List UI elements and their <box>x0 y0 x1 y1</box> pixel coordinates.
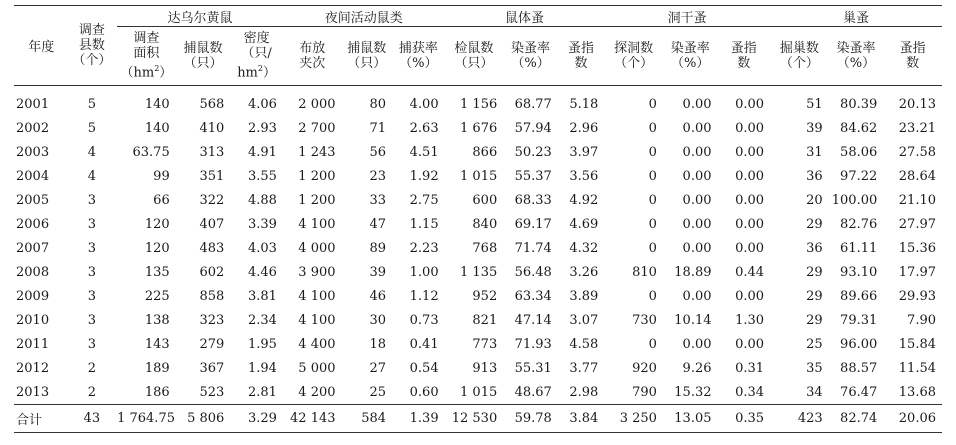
table-cell: 0.00 <box>735 168 765 184</box>
table-cell: 97.22 <box>840 168 878 184</box>
table-cell: 0.00 <box>735 96 765 112</box>
table-cell: 367 <box>199 360 225 376</box>
header-examined: 检鼠数 （只） <box>445 27 504 86</box>
table-cell: 0.00 <box>735 288 765 304</box>
table-cell: 858 <box>199 288 225 304</box>
table-cell: 3.81 <box>247 288 277 304</box>
total-cell: 5 806 <box>176 405 231 433</box>
table-cell: 5 000 <box>298 360 336 376</box>
table-cell: 27.58 <box>898 144 936 160</box>
table-cell: 3 <box>87 192 96 208</box>
table-cell: 33 <box>369 192 387 208</box>
table-cell: 58.06 <box>840 144 878 160</box>
table-cell: 5 <box>87 120 96 136</box>
table-cell: 89 <box>369 240 387 256</box>
table-cell: 27.97 <box>898 216 936 232</box>
table-cell: 3.77 <box>569 360 599 376</box>
header-capture-rate: 捕获率 （%） <box>392 27 445 86</box>
table-cell: 79.31 <box>840 312 878 328</box>
table-cell: 4.00 <box>409 96 439 112</box>
table-cell: 0.41 <box>409 336 439 352</box>
group-header-body-fleas: 鼠体蚤 <box>445 6 605 27</box>
table-cell: 82.76 <box>840 216 878 232</box>
table-cell: 69.17 <box>514 216 552 232</box>
table-cell: 322 <box>199 192 225 208</box>
table-cell: 4.58 <box>569 336 599 352</box>
table-cell: 71.74 <box>514 240 552 256</box>
table-cell: 29 <box>806 288 823 304</box>
total-cell: 43 <box>67 405 118 433</box>
table-row <box>14 140 942 164</box>
table-cell: 0 <box>648 288 657 304</box>
table-cell: 51 <box>806 96 823 112</box>
table-cell: 2.96 <box>569 120 599 136</box>
table-cell: 3.56 <box>569 168 599 184</box>
table-cell: 2 <box>87 360 96 376</box>
table-cell: 2 700 <box>298 120 336 136</box>
header-body-flea-index: 蚤指 数 <box>558 27 604 86</box>
table-row <box>14 212 942 236</box>
table-cell: 1.30 <box>735 312 765 328</box>
table-cell: 88.57 <box>840 360 878 376</box>
table-cell: 3 <box>87 312 96 328</box>
table-cell: 28.64 <box>898 168 936 184</box>
table-cell: 29 <box>806 264 823 280</box>
table-cell: 39 <box>806 120 823 136</box>
table-cell: 15.32 <box>663 380 718 405</box>
table-cell: 140 <box>144 96 170 112</box>
table-cell: 0.00 <box>735 336 765 352</box>
table-cell: 407 <box>199 216 225 232</box>
table-cell: 3 <box>87 264 96 280</box>
table-cell: 4 000 <box>298 240 336 256</box>
total-cell: 1 764.75 <box>117 405 176 433</box>
table-cell: 602 <box>199 264 225 280</box>
header-burrows-probed: 探洞数 （个） <box>604 27 663 86</box>
table-cell: 523 <box>176 380 231 405</box>
table-cell: 1 200 <box>298 192 336 208</box>
table-cell: 80.39 <box>840 96 878 112</box>
row-year: 2007 <box>16 240 50 256</box>
table-cell: 4.91 <box>247 144 277 160</box>
table-cell: 0.00 <box>735 144 765 160</box>
table-cell: 120 <box>144 240 170 256</box>
table-cell: 46 <box>369 288 387 304</box>
table-cell: 913 <box>472 360 498 376</box>
table-row <box>14 380 942 405</box>
table-cell: 840 <box>472 216 498 232</box>
table-cell: 36 <box>806 168 823 184</box>
group-header-dawur-ground-squirrel: 达乌尔黄鼠 <box>117 6 283 27</box>
table-cell: 20 <box>806 192 823 208</box>
table-cell: 3 <box>87 288 96 304</box>
table-cell: 0.00 <box>735 192 765 208</box>
total-cell: 13.05 <box>663 405 718 433</box>
table-cell: 71 <box>369 120 387 136</box>
table-row <box>14 284 942 308</box>
total-cell: 423 <box>770 405 829 433</box>
total-cell: 3.84 <box>558 405 604 433</box>
table-cell: 31 <box>806 144 823 160</box>
table-cell: 773 <box>472 336 498 352</box>
table-cell: 47 <box>369 216 387 232</box>
total-cell: 3.29 <box>230 405 283 433</box>
table-cell: 3.07 <box>569 312 599 328</box>
table-cell: 0 <box>648 96 657 112</box>
table-cell: 20.13 <box>898 96 936 112</box>
table-cell: 821 <box>472 312 498 328</box>
table-cell: 0.54 <box>409 360 439 376</box>
header-nest-infest-rate: 染蚤率 （%） <box>829 27 884 86</box>
table-cell: 66 <box>153 192 170 208</box>
header-density: 密度 （只/ $hm^2$） <box>230 27 283 86</box>
table-cell: 2.34 <box>247 312 277 328</box>
table-cell: 4.03 <box>247 240 277 256</box>
table-cell: 7.90 <box>907 312 936 328</box>
table-cell: 23 <box>369 168 387 184</box>
total-cell: 584 <box>342 405 393 433</box>
table-cell: 600 <box>472 192 498 208</box>
table-cell: 0.00 <box>682 192 712 208</box>
table-cell: 0.00 <box>682 240 712 256</box>
table-cell: 2.81 <box>230 380 283 405</box>
table-cell: 0 <box>648 144 657 160</box>
table-cell: 4.69 <box>569 216 599 232</box>
row-year: 2011 <box>16 336 50 352</box>
table-cell: 0.31 <box>735 360 765 376</box>
row-year: 2012 <box>16 360 50 376</box>
total-row <box>14 405 942 433</box>
table-cell: 2.23 <box>409 240 439 256</box>
table-cell: 50.23 <box>514 144 552 160</box>
table-cell: 4.88 <box>247 192 277 208</box>
table-row <box>14 332 942 356</box>
table-cell: 3 900 <box>298 264 336 280</box>
table-cell: 3.39 <box>247 216 277 232</box>
table-cell: 4 200 <box>283 380 342 405</box>
table-cell: 30 <box>369 312 387 328</box>
table-cell: 1 243 <box>298 144 336 160</box>
table-cell: 0 <box>648 168 657 184</box>
table-cell: 2 000 <box>298 96 336 112</box>
table-cell: 1 135 <box>460 264 498 280</box>
table-cell: 0.00 <box>735 240 765 256</box>
table-cell: 323 <box>199 312 225 328</box>
row-year: 2008 <box>16 264 50 280</box>
table-cell: 4 400 <box>298 336 336 352</box>
table-cell: 0.34 <box>718 380 771 405</box>
total-cell: 42 143 <box>283 405 342 433</box>
table-cell: 4 100 <box>298 312 336 328</box>
table-cell: 135 <box>144 264 170 280</box>
table-cell: 68.33 <box>514 192 552 208</box>
table-row <box>14 86 942 117</box>
table-row <box>14 260 942 284</box>
table-cell: 0 <box>648 336 657 352</box>
table-cell: 2.75 <box>409 192 439 208</box>
table-cell: 17.97 <box>898 264 936 280</box>
header-burrow-infest-rate: 染蚤率 （%） <box>663 27 718 86</box>
table-cell: 0.00 <box>682 216 712 232</box>
table-cell: 1 015 <box>445 380 504 405</box>
header-trap-nights: 布放 夹次 <box>283 27 342 86</box>
table-cell: 140 <box>144 120 170 136</box>
table-cell: 3.89 <box>569 288 599 304</box>
table-cell: 4.06 <box>247 96 277 112</box>
total-cell: 3 250 <box>604 405 663 433</box>
table-cell: 1.00 <box>409 264 439 280</box>
header-captured: 捕鼠数 （只） <box>176 27 231 86</box>
table-cell: 80 <box>369 96 387 112</box>
table-cell: 3 <box>87 336 96 352</box>
table-cell: 56.48 <box>514 264 552 280</box>
table-cell: 0.00 <box>682 120 712 136</box>
table-cell: 0.60 <box>392 380 445 405</box>
table-cell: 1.94 <box>247 360 277 376</box>
table-cell: 143 <box>144 336 170 352</box>
table-cell: 18.89 <box>674 264 712 280</box>
table-cell: 9.26 <box>682 360 712 376</box>
table-cell: 4.92 <box>569 192 599 208</box>
data-table <box>14 5 942 433</box>
table-cell: 3 <box>87 240 96 256</box>
table-cell: 34 <box>770 380 829 405</box>
table-cell: 4.46 <box>247 264 277 280</box>
table-row <box>14 116 942 140</box>
table-cell: 0.00 <box>682 96 712 112</box>
row-year: 2005 <box>16 192 50 208</box>
table-cell: 5 <box>87 96 96 112</box>
table-cell: 0.44 <box>735 264 765 280</box>
table-cell: 96.00 <box>840 336 878 352</box>
row-year: 2009 <box>16 288 50 304</box>
row-year: 2004 <box>16 168 50 184</box>
table-cell: 0.00 <box>682 288 712 304</box>
table-cell: 29.93 <box>898 288 936 304</box>
table-row <box>14 188 942 212</box>
table-cell: 2 <box>67 380 118 405</box>
table-cell: 189 <box>144 360 170 376</box>
table-cell: 4.32 <box>569 240 599 256</box>
table-cell: 920 <box>632 360 657 376</box>
table-cell: 138 <box>144 312 170 328</box>
table-cell: 410 <box>199 120 225 136</box>
table-cell: 3.97 <box>569 144 599 160</box>
header-survey-area: 调查 面积 $(hm^2)$ <box>117 27 176 86</box>
table-cell: 4 <box>87 168 96 184</box>
table-cell: 0 <box>648 192 657 208</box>
table-cell: 4.51 <box>409 144 439 160</box>
table-cell: 810 <box>632 264 657 280</box>
total-label: 合计 <box>14 405 67 433</box>
total-cell: 20.06 <box>883 405 942 433</box>
table-cell: 68.77 <box>514 96 552 112</box>
table-cell: 13.68 <box>883 380 942 405</box>
table-row <box>14 164 942 188</box>
table-cell: 0.73 <box>409 312 439 328</box>
table-cell: 29 <box>806 216 823 232</box>
table-cell: 1 676 <box>460 120 498 136</box>
table-cell: 768 <box>472 240 498 256</box>
table-cell: 3.26 <box>569 264 599 280</box>
table-cell: 15.36 <box>898 240 936 256</box>
table-cell: 1.92 <box>409 168 439 184</box>
table-cell: 89.66 <box>840 288 878 304</box>
table-cell: 351 <box>199 168 225 184</box>
header-body-infest-rate: 染蚤率 （%） <box>503 27 558 86</box>
table-cell: 5.18 <box>569 96 599 112</box>
table-cell: 2.63 <box>409 120 439 136</box>
row-year: 2001 <box>16 96 50 112</box>
group-header-nest-fleas: 巢蚤 <box>770 6 942 27</box>
table-cell: 4 <box>87 144 96 160</box>
header-nest-flea-index: 蚤指 数 <box>883 27 942 86</box>
table-cell: 1.12 <box>409 288 439 304</box>
table-cell: 1.15 <box>409 216 439 232</box>
table-cell: 1 015 <box>460 168 498 184</box>
table-cell: 0.00 <box>682 144 712 160</box>
table-row <box>14 236 942 260</box>
total-cell: 0.35 <box>718 405 771 433</box>
table-cell: 1.95 <box>247 336 277 352</box>
header-year: 年度 <box>14 6 67 86</box>
table-cell: 0 <box>648 240 657 256</box>
total-cell: 59.78 <box>503 405 558 433</box>
table-cell: 4 100 <box>298 216 336 232</box>
table-cell: 0.00 <box>682 168 712 184</box>
table-cell: 10.14 <box>674 312 712 328</box>
header-night-captured: 捕鼠数 （只） <box>342 27 393 86</box>
table-cell: 18 <box>369 336 387 352</box>
table-row <box>14 356 942 380</box>
table-cell: 93.10 <box>840 264 878 280</box>
table-cell: 47.14 <box>514 312 552 328</box>
table-body <box>14 86 942 405</box>
row-year: 2003 <box>16 144 50 160</box>
table-cell: 3.55 <box>247 168 277 184</box>
table-cell: 63.75 <box>132 144 170 160</box>
table-cell: 55.31 <box>514 360 552 376</box>
row-year: 2013 <box>14 380 67 405</box>
table-cell: 3 <box>87 216 96 232</box>
table-cell: 27 <box>369 360 387 376</box>
table-cell: 1 156 <box>460 96 498 112</box>
table-cell: 99 <box>153 168 170 184</box>
table-cell: 790 <box>604 380 663 405</box>
table-cell: 23.21 <box>898 120 936 136</box>
table-cell: 15.84 <box>898 336 936 352</box>
table-cell: 225 <box>144 288 170 304</box>
table-cell: 35 <box>806 360 823 376</box>
table-cell: 730 <box>632 312 657 328</box>
table-cell: 568 <box>199 96 225 112</box>
total-cell: 82.74 <box>829 405 884 433</box>
table-cell: 25 <box>342 380 393 405</box>
table-cell: 29 <box>806 312 823 328</box>
table-cell: 100.00 <box>831 192 878 208</box>
table-cell: 313 <box>199 144 225 160</box>
table-cell: 39 <box>369 264 387 280</box>
table-cell: 84.62 <box>840 120 878 136</box>
table-cell: 25 <box>806 336 823 352</box>
table-cell: 11.54 <box>898 360 936 376</box>
table-cell: 0.00 <box>735 216 765 232</box>
table-cell: 0.00 <box>735 120 765 136</box>
table-cell: 76.47 <box>829 380 884 405</box>
table-cell: 0 <box>648 120 657 136</box>
table-cell: 48.67 <box>503 380 558 405</box>
table-cell: 279 <box>199 336 225 352</box>
table-cell: 63.34 <box>514 288 552 304</box>
table-cell: 1 200 <box>298 168 336 184</box>
table-cell: 55.37 <box>514 168 552 184</box>
table-cell: 2.98 <box>558 380 604 405</box>
table-cell: 0 <box>648 216 657 232</box>
table-row <box>14 308 942 332</box>
table-cell: 2.93 <box>247 120 277 136</box>
group-header-burrow-fleas: 洞干蚤 <box>604 6 770 27</box>
table-cell: 483 <box>199 240 225 256</box>
header-county-count: 调查 县数 （个） <box>67 6 118 86</box>
table-cell: 21.10 <box>898 192 936 208</box>
table-cell: 71.93 <box>514 336 552 352</box>
table-cell: 0.00 <box>682 336 712 352</box>
row-year: 2002 <box>16 120 50 136</box>
row-year: 2010 <box>16 312 50 328</box>
total-cell: 1.39 <box>392 405 445 433</box>
total-cell: 12 530 <box>445 405 504 433</box>
table-cell: 57.94 <box>514 120 552 136</box>
table-cell: 36 <box>806 240 823 256</box>
table-cell: 866 <box>472 144 498 160</box>
table-cell: 952 <box>472 288 498 304</box>
group-header-nocturnal-rodents: 夜间活动鼠类 <box>283 6 445 27</box>
header-burrow-flea-index: 蚤指 数 <box>718 27 771 86</box>
table-cell: 186 <box>117 380 176 405</box>
row-year: 2006 <box>16 216 50 232</box>
table-cell: 120 <box>144 216 170 232</box>
table-cell: 56 <box>369 144 387 160</box>
header-nests-dug: 掘巢数 （个） <box>770 27 829 86</box>
table-cell: 4 100 <box>298 288 336 304</box>
table-cell: 61.11 <box>840 240 878 256</box>
